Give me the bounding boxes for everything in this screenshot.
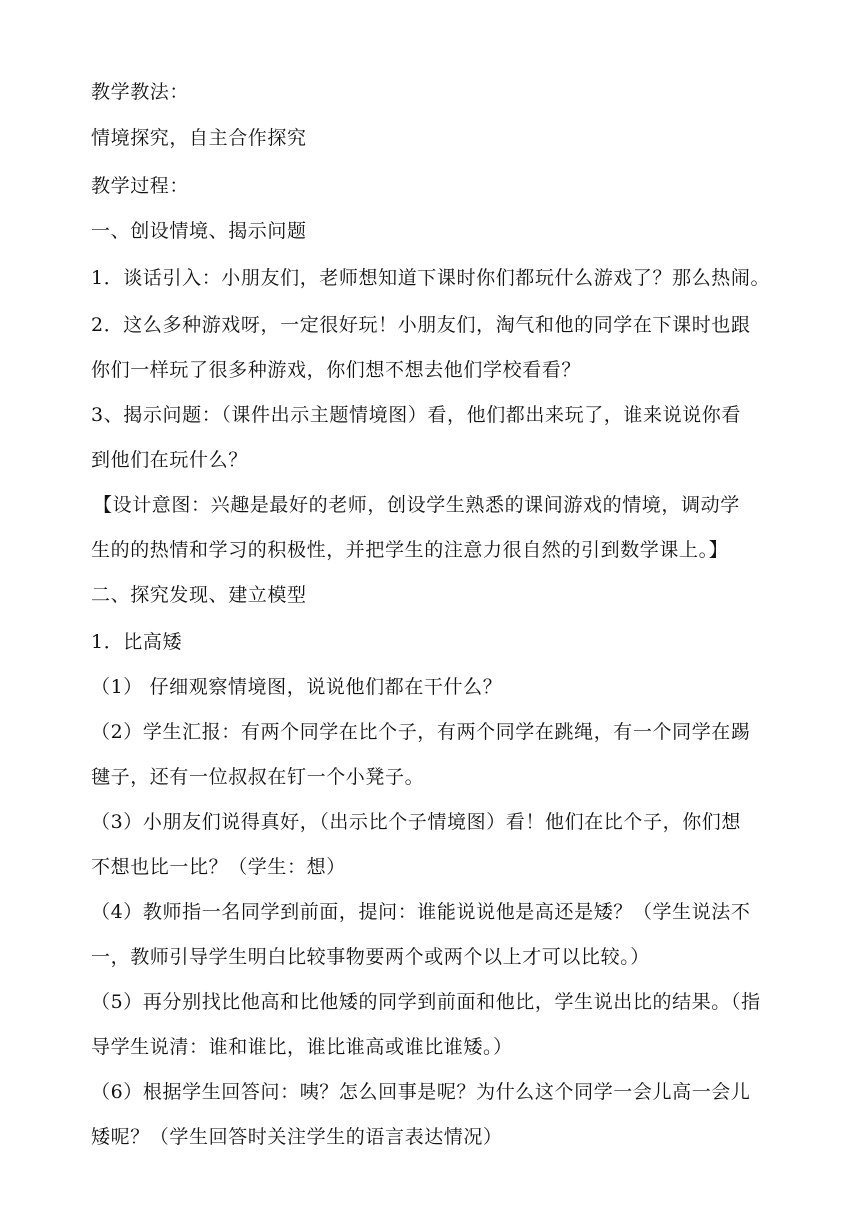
- heading-teaching-process: 教学过程：: [91, 175, 190, 197]
- paragraph-line: （2）学生汇报：有两个同学在比个子，有两个同学在跳绳，有一个同学在踢: [91, 721, 751, 743]
- paragraph-line: 3、揭示问题：（课件出示主题情境图）看，他们都出来玩了，谁来说说你看: [91, 404, 741, 426]
- subsection-title: 1．比高矮: [91, 631, 183, 653]
- paragraph-line: 导学生说清：谁和谁比，谁比谁高或谁比谁矮。）: [91, 1036, 513, 1058]
- paragraph-line: （1） 仔细观察情境图，说说他们都在干什么？: [91, 676, 503, 698]
- section-two-title: 二、探究发现、建立模型: [91, 584, 307, 606]
- section-one-title: 一、创设情境、揭示问题: [91, 220, 307, 242]
- design-intent-line: 生的的热情和学习的积极性，并把学生的注意力很自然的引到数学课上。】: [91, 539, 729, 561]
- paragraph-line: 到他们在玩什么？: [91, 449, 248, 471]
- paragraph-line: 1．谈话引入：小朋友们，老师想知道下课时你们都玩什么游戏了？那么热闹。: [91, 267, 771, 289]
- paragraph-line: 不想也比一比？（学生：想）: [91, 856, 346, 878]
- paragraph-line: 毽子，还有一位叔叔在钉一个小凳子。: [91, 766, 425, 788]
- paragraph-line: （3）小朋友们说得真好，（出示比个子情境图）看！他们在比个子，你们想: [91, 811, 741, 833]
- paragraph-line: （4）教师指一名同学到前面，提问：谁能说说他是高还是矮？（学生说法不: [91, 901, 751, 923]
- heading-teaching-method: 教学教法：: [91, 81, 190, 103]
- paragraph-line: 一，教师引导学生明白比较事物要两个或两个以上才可以比较。）: [91, 946, 650, 968]
- paragraph-line: 2．这么多种游戏呀，一定很好玩！小朋友们，淘气和他的同学在下课时也跟: [91, 314, 751, 336]
- paragraph-line: 矮呢？（学生回答时关注学生的语言表达情况）: [91, 1126, 503, 1148]
- paragraph-line: （6）根据学生回答问：咦？怎么回事是呢？为什么这个同学一会儿高一会儿: [91, 1081, 751, 1103]
- design-intent-line: 【设计意图：兴趣是最好的老师，创设学生熟悉的课间游戏的情境，调动学: [93, 494, 740, 516]
- paragraph-line: （5）再分别找比他高和比他矮的同学到前面和他比，学生说出比的结果。（指: [91, 991, 761, 1013]
- paragraph-line: 你们一样玩了很多种游戏，你们想不想去他们学校看看？: [91, 359, 582, 381]
- method-text: 情境探究，自主合作探究: [91, 127, 307, 149]
